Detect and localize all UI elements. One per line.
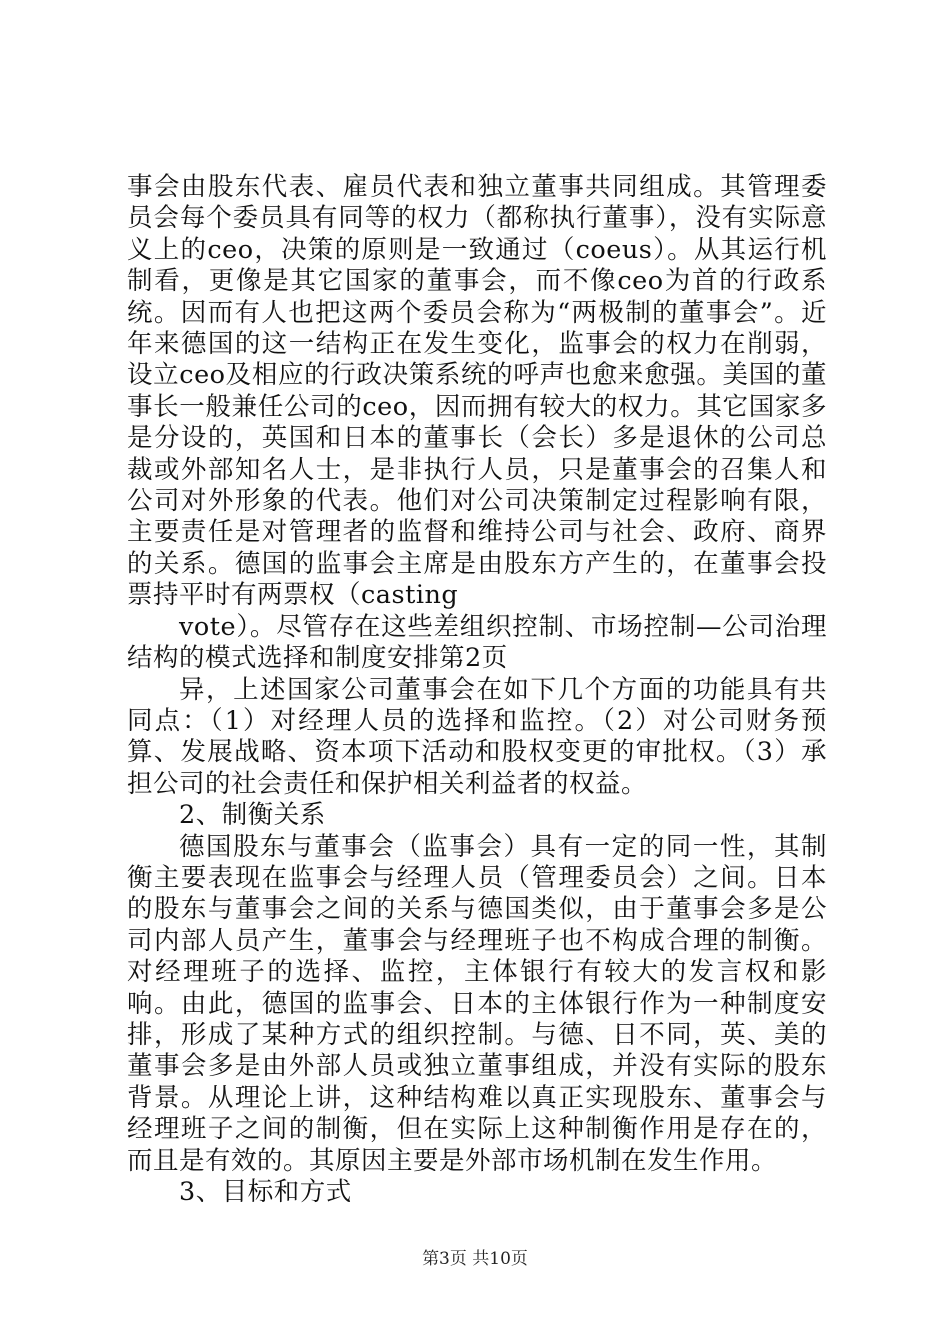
section-heading-goals-and-methods: 3、目标和方式 bbox=[179, 1177, 352, 1207]
document-body bbox=[127, 172, 827, 1208]
paragraph-common-functions: 异，上述国家公司董事会在如下几个方面的功能具有共同点：（1）对经理人员的选择和监控。（2）对公司财务预算、发展战略、资本项下活动和股权变更的审批权。（3）承担公司的社会责任和保护相关利益者的权益。 bbox=[127, 674, 827, 799]
paragraph-checks-and-balances: 德国股东与董事会（监事会）具有一定的同一性，其制衡主要表现在监事会与经理人员（管理委员会）之间。日本的股东与董事会之间的关系与德国类似，由于董事会多是公司内部人员产生，董事会与经理班子也不构成合理的制衡。对经理班子的选择、监控，主体银行有较大的发言权和影响。由此，德国的监事会、日本的主体银行作为一种制度安排，形成了某种方式的组织控制。与德、日不同，英、美的董事会多是由外部人员或独立董事组成，并没有实际的股东背景。从理论上讲，这种结构难以真正实现股东、董事会与经理班子之间的制衡，但在实际上这种制衡作用是存在的，而且是有效的。其原因主要是外部市场机制在发生作用。 bbox=[127, 831, 827, 1176]
paragraph-board-composition: 事会由股东代表、雇员代表和独立董事共同组成。其管理委员会每个委员具有同等的权力（都称执行董事），没有实际意义上的ceo，决策的原则是一致通过（coeus）。从其运行机制看，更像是其它国家的董事会，而不像ceo为首的行政系统。因而有人也把这两个委员会称为“两极制的董事会”。近年来德国的这一结构正在发生变化，监事会的权力在削弱，设立ceo及相应的行政决策系统的呼声也愈来愈强。美国的董事长一般兼任公司的ceo，因而拥有较大的权力。其它国家多是分设的，英国和日本的董事长（会长）多是退休的公司总裁或外部知名人士，是非执行人员，只是董事会的召集人和公司对外形象的代表。他们对公司决策制定过程影响有限，主要责任是对管理者的监督和维持公司与社会、政府、商界的关系。德国的监事会主席是由股东方产生的，在董事会投票持平时有两票权（casting bbox=[127, 172, 827, 611]
paragraph-casting-vote: vote）。尽管存在这些差组织控制、市场控制—公司治理结构的模式选择和制度安排第2页 bbox=[127, 611, 827, 674]
page-number-footer: 第3页 共10页 bbox=[422, 1249, 528, 1269]
section-heading-checks-and-balances: 2、制衡关系 bbox=[179, 800, 326, 831]
